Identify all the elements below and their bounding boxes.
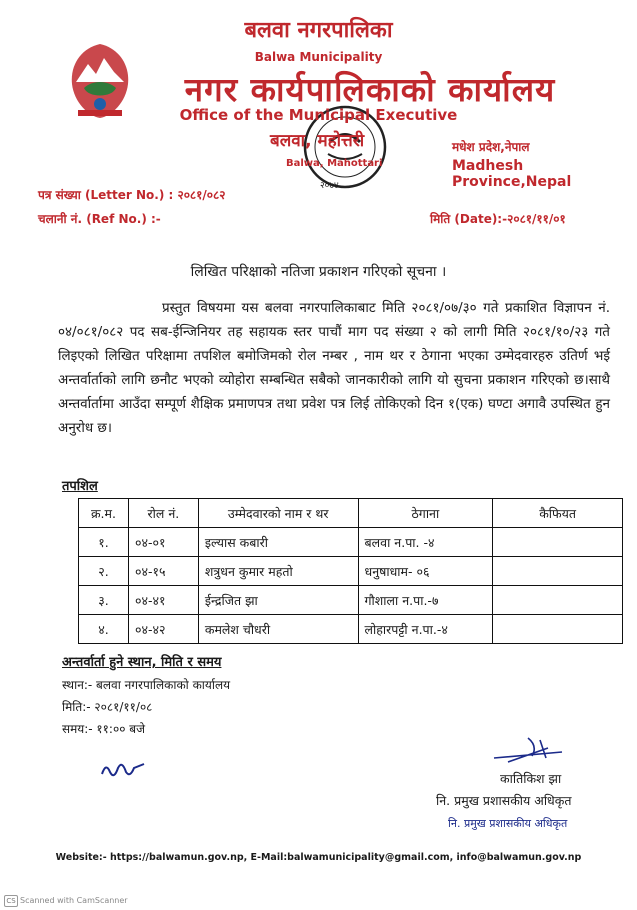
seal-year: २०७४ [320, 181, 339, 191]
signature-mark [488, 728, 568, 768]
cell-roll: ०४-४२ [128, 615, 198, 644]
signatory-title: नि. प्रमुख प्रशासकीय अधिकृत [436, 793, 572, 808]
cell-roll: ०४-०१ [128, 528, 198, 557]
cell-name: इल्यास कबारी [198, 528, 358, 557]
cell-address: बलवा न.पा. -४ [358, 528, 493, 557]
cell-remarks [493, 528, 623, 557]
cell-remarks [493, 615, 623, 644]
col-roll: रोल नं. [128, 499, 198, 528]
notice-body: प्रस्तुत विषयमा यस बलवा नगरपालिकाबाट मिति २०८१/०७/३० गते प्रकाशित विज्ञापन नं. ०४/०८१/०८२ पद सब-ईन्जिनियर तह सहायक स्तर पाचौं माग पद संख्या २ को लागी मिति २०८१/१०/२३ गते लिइएको लिखित परिक्षामा तपशिल बमोजिमको रोल नम्बर , नाम थर र ठेगाना भएका उम्मेदवारहरु उतिर्ण भई अन्तर्वार्ताको लागि छनौट भएको व्योहोरा सम्बन्धित सबैको जानकारीको लागि यो सुचना प्रकाशन गरिएको छ।साथै अन्तर्वार्तामा आउँदा सम्पूर्ण शैक्षिक प्रमाणपत्र तथा प्रवेश पत्र लिई तोकिएको दिन १(एक) घण्टा अगावै उपस्थित हुन अनुरोध छ। [58, 300, 610, 436]
notice-subject: लिखित परिक्षाको नतिजा प्रकाशन गरिएको सूचना । [190, 264, 447, 280]
table-header-row [79, 499, 623, 528]
footer-contact: Website:- https://balwamun.gov.np, E-Mail:balwamunicipality@gmail.com, info@balwamun.gov.np [55, 852, 582, 863]
letter-number: पत्र संख्या (Letter No.) : २०८१/०८२ [38, 188, 226, 202]
cell-address: धनुषाधाम- ०६ [358, 557, 493, 586]
cell-roll: ०४-१५ [128, 557, 198, 586]
initials-mark [98, 754, 148, 784]
province-np: मधेश प्रदेश,नेपाल [452, 140, 530, 154]
cell-remarks [493, 557, 623, 586]
table-heading: तपशिल [62, 479, 98, 494]
interview-time: समय:- ११:०० बजे [62, 722, 146, 736]
col-remarks: कैफियत [493, 499, 623, 528]
office-name-np: नगर कार्यपालिकाको कार्यालय [184, 70, 556, 109]
province-en: Madhesh Province,Nepal [452, 158, 572, 190]
col-address: ठेगाना [358, 499, 493, 528]
office-name-en: Office of the Municipal Executive [179, 106, 458, 124]
camscanner-icon: CS [4, 895, 18, 907]
cell-serial: ४. [79, 615, 129, 644]
interview-date: मिति:- २०८१/११/०८ [62, 700, 153, 714]
signatory-stamp: नि. प्रमुख प्रशासकीय अधिकृत [448, 817, 568, 830]
cell-serial: २. [79, 557, 129, 586]
letter-date: मिति (Date):-२०८१/११/०१ [430, 212, 566, 226]
municipality-name-en: Balwa Municipality [254, 50, 383, 64]
table-row [79, 615, 623, 644]
table-row [79, 586, 623, 615]
scanner-watermark [4, 895, 128, 907]
cell-name: शत्रुधन कुमार महतो [198, 557, 358, 586]
table-row [79, 557, 623, 586]
interview-place: स्थान:- बलवा नगरपालिकाको कार्यालय [62, 678, 231, 692]
scanner-note: Scanned with CamScanner [20, 896, 128, 905]
cell-address: गौशाला न.पा.-७ [358, 586, 493, 615]
col-name: उम्मेदवारको नाम र थर [198, 499, 358, 528]
cell-name: ईन्द्रजित झा [198, 586, 358, 615]
cell-name: कमलेश चौधरी [198, 615, 358, 644]
interview-heading: अन्तर्वार्ता हुने स्थान, मिति र समय [62, 655, 222, 670]
cell-serial: १. [79, 528, 129, 557]
municipality-name-np: बलवा नगरपालिका [244, 18, 393, 43]
signatory-name: कातिकिश झा [500, 771, 562, 786]
cell-address: लोहारपट्टी न.पा.-४ [358, 615, 493, 644]
cell-remarks [493, 586, 623, 615]
table-row [79, 528, 623, 557]
cell-serial: ३. [79, 586, 129, 615]
reference-number: चलानी नं. (Ref No.) :- [38, 212, 161, 226]
cell-roll: ०४-४१ [128, 586, 198, 615]
results-table [78, 498, 623, 644]
place-name-en: Balwa, Mahottari [286, 158, 383, 169]
place-name-np: बलवा, महोत्तरी [270, 131, 365, 151]
col-serial: क्र.म. [79, 499, 129, 528]
